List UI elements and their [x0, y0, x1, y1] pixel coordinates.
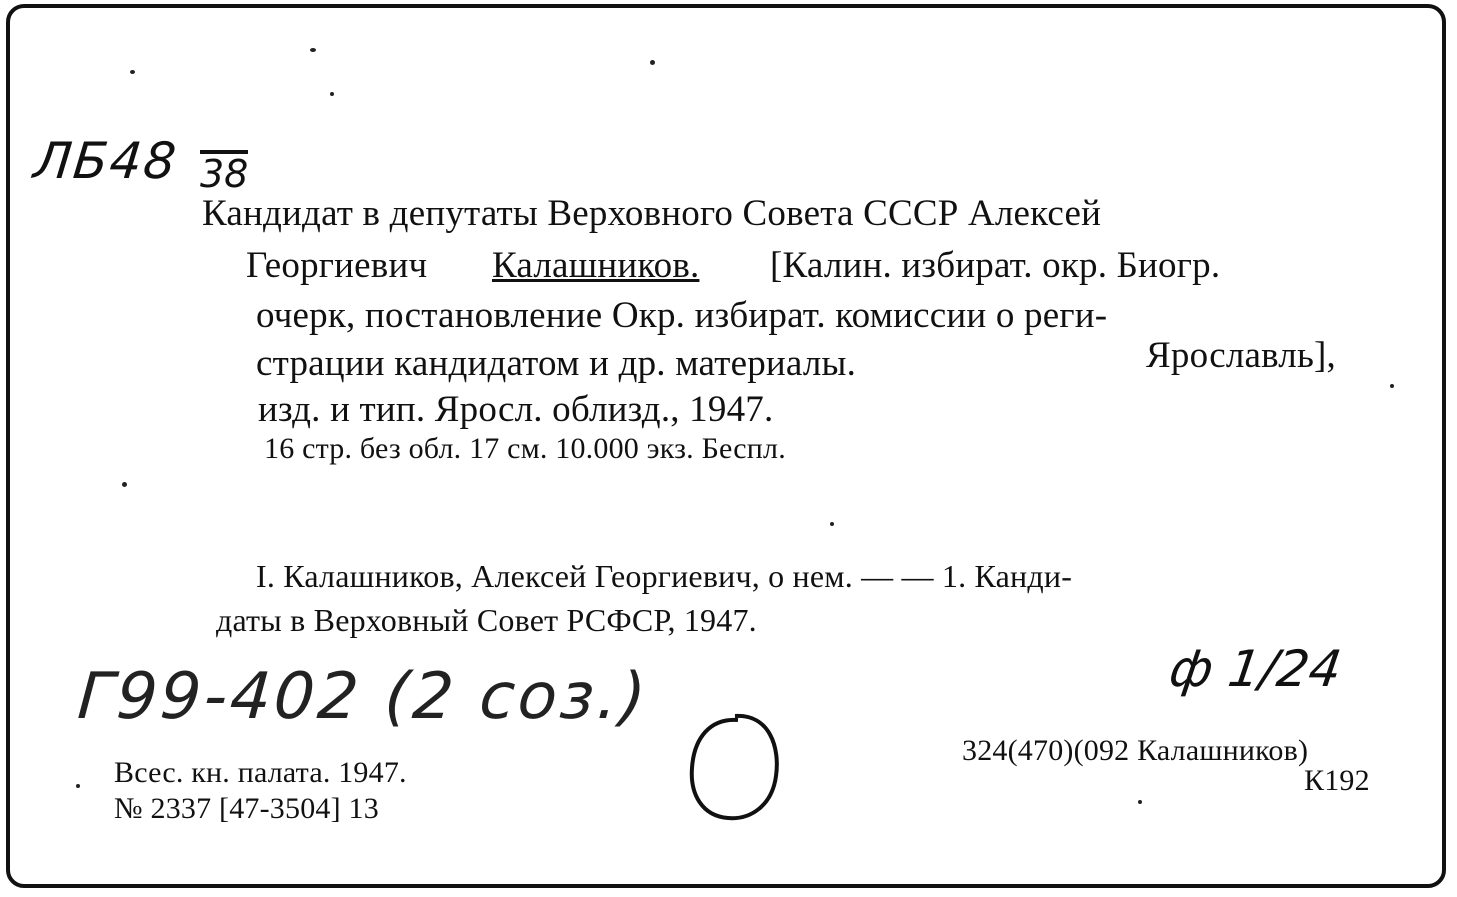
- title-line-4a: страции кандидатом и др. материалы.: [256, 343, 857, 384]
- scan-speck: [122, 482, 127, 487]
- imprint-line-1: Всес. кн. палата. 1947.: [114, 756, 407, 789]
- author-surname: Калашников.: [492, 245, 700, 286]
- title-line-3: очерк, постановление Окр. избират. комиссии о реги-: [256, 295, 1108, 336]
- classification-line-1: 324(470)(092 Калашников): [962, 734, 1309, 767]
- scan-speck: [1390, 384, 1394, 388]
- title-line-2b: [Калин. избират. окр. Биогр.: [770, 245, 1221, 286]
- title-line-1: Кандидат в депутаты Верховного Совета СССР Алексей: [202, 193, 1102, 234]
- shelfmark: ЛБ48: [30, 132, 181, 190]
- drawn-circle-icon: [680, 708, 790, 828]
- scan-speck: [830, 522, 834, 526]
- imprint-line-2: № 2337 [47-3504] 13: [114, 792, 379, 825]
- scan-speck: [310, 48, 316, 52]
- title-line-2a: Георгиевич: [246, 245, 428, 286]
- handwritten-fond: ф 1/24: [1165, 640, 1346, 698]
- title-line-5: изд. и тип. Яросл. облизд., 1947.: [258, 389, 774, 430]
- tracing-line-1: I. Калашников, Алексей Георгиевич, о нем. — — 1. Канди-: [256, 558, 1073, 594]
- shelfmark-sub: 38: [200, 152, 249, 196]
- scan-speck: [330, 92, 334, 96]
- collation: 16 стр. без обл. 17 см. 10.000 экз. Беспл.: [264, 432, 786, 465]
- handwritten-code: Г99-402 (2 соз.): [75, 660, 651, 734]
- scan-speck: [76, 784, 80, 788]
- scan-speck: [130, 70, 135, 74]
- scan-speck: [650, 60, 655, 65]
- scan-speck: [1138, 800, 1142, 804]
- title-line-4b: Ярославль],: [1146, 335, 1337, 376]
- tracing-line-2: даты в Верховный Совет РСФСР, 1947.: [216, 602, 757, 638]
- classification-line-2: К192: [1304, 764, 1370, 797]
